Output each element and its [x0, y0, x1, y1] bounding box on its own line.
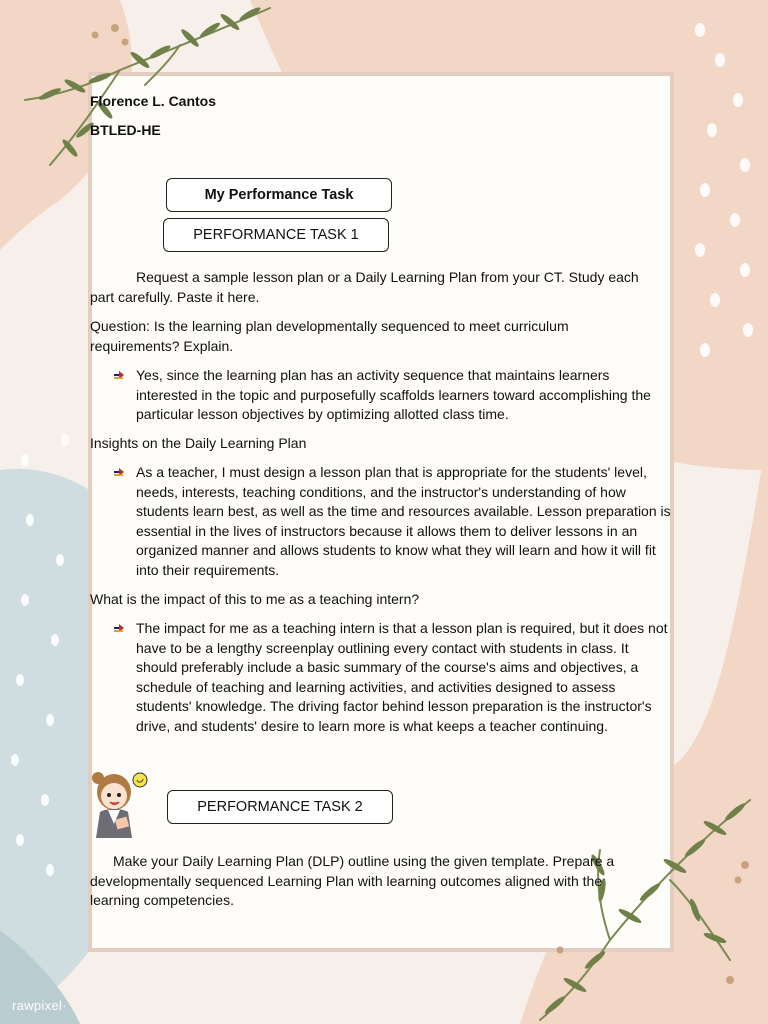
rawpixel-watermark: rawpixel· [12, 998, 67, 1013]
pine-branch-decoration [20, 0, 280, 170]
course-code: BTLED-HE [90, 122, 161, 138]
bullet-arrow-icon [112, 465, 136, 582]
insights-bullet [112, 463, 672, 580]
insights-heading: Insights on the Daily Learning Plan [90, 435, 307, 451]
impact-bullet [112, 619, 672, 736]
author-name: Florence L. Cantos [90, 93, 217, 109]
bullet-arrow-icon [112, 621, 136, 738]
my-performance-task-label: My Performance Task [166, 178, 392, 212]
task1-instruction: Request a sample lesson plan or a Daily Learning Plan from your CT. Study each part carefully. Paste it here. [90, 269, 639, 305]
performance-task-2-label: PERFORMANCE TASK 2 [167, 790, 393, 824]
bullet-arrow-icon [112, 368, 136, 427]
insights-text: As a teacher, I must design a lesson plan that is appropriate for the students' level, needs, interests, teaching conditions, and the instructor's understanding of how students learn best, as well as the time and resources available. Lesson preparation is essential in the lives of instructors because it allows them to deliver lessons in an organized manner and allows students to know what they will learn and how it will fit into their requirements. [136, 464, 671, 578]
answer-bullet [112, 366, 672, 425]
impact-text: The impact for me as a teaching intern is that a lesson plan is required, but it does not have to be a lengthy screenplay outlining every contact with students in class. It should preferably include a basic summary of the course's aims and objectives, a schedule of teaching and learning activities, and activities designed to assess students' knowledge. The driving factor behind lesson preparation is the instructor's drive, and students' desire to learn more is what keeps a teacher continuing. [136, 620, 668, 734]
impact-heading: What is the impact of this to me as a teaching intern? [90, 591, 420, 607]
teacher-clipart [88, 764, 152, 838]
task1-question: Question: Is the learning plan developmentally sequenced to meet curriculum requirements? Explain. [90, 318, 569, 354]
task2-instruction: Make your Daily Learning Plan (DLP) outline using the given template. Prepare a developmentally sequenced Learning Plan with learning outcomes aligned with the learning competencies. [90, 853, 615, 908]
answer-text: Yes, since the learning plan has an activity sequence that maintains learners interested in the topic and purposefully scaffolds learners toward accomplishing the particular lesson objectives by optimizing allotted class time. [136, 367, 651, 422]
performance-task-1-label: PERFORMANCE TASK 1 [163, 218, 389, 252]
